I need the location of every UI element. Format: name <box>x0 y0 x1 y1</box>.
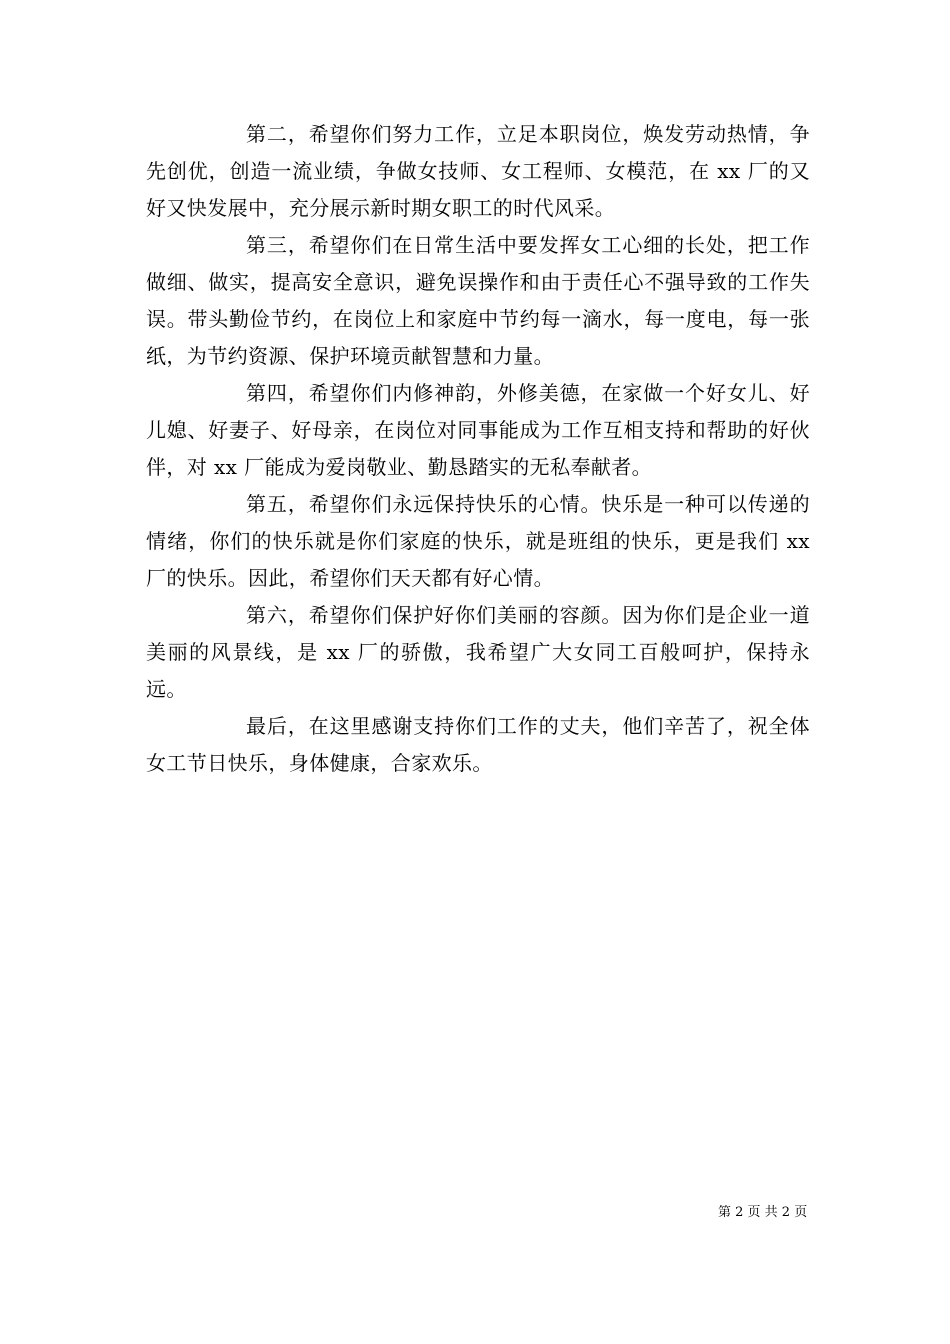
paragraph-fourth: 第四，希望你们内修神韵，外修美德，在家做一个好女儿、好儿媳、好妻子、好母亲，在岗位对同事能成为工作互相支持和帮助的好伙伴，对 xx 厂能成为爱岗敬业、勤恳踏实的无私奉献者。 <box>146 381 810 479</box>
paragraph-third: 第三，希望你们在日常生活中要发挥女工心细的长处，把工作做细、做实，提高安全意识，避免误操作和由于责任心不强导致的工作失误。带头勤俭节约，在岗位上和家庭中节约每一滴水，每一度电，每一张纸，为节约资源、保护环境贡献智慧和力量。 <box>146 233 810 368</box>
paragraph-sixth: 第六，希望你们保护好你们美丽的容颜。因为你们是企业一道美丽的风景线，是 xx 厂的骄傲，我希望广大女同工百般呵护，保持永远。 <box>146 603 810 701</box>
paragraph-fifth: 第五，希望你们永远保持快乐的心情。快乐是一种可以传递的情绪，你们的快乐就是你们家庭的快乐，就是班组的快乐，更是我们 xx 厂的快乐。因此，希望你们天天都有好心情。 <box>146 492 810 590</box>
paragraph-second: 第二，希望你们努力工作，立足本职岗位，焕发劳动热情，争先创优，创造一流业绩，争做女技师、女工程师、女模范，在 xx 厂的又好又快发展中，充分展示新时期女职工的时代风采。 <box>146 122 810 220</box>
page-number-footer: 第 2 页 共 2 页 <box>718 1205 808 1220</box>
document-body <box>146 116 810 782</box>
paragraph-closing: 最后，在这里感谢支持你们工作的丈夫，他们辛苦了，祝全体女工节日快乐，身体健康，合家欢乐。 <box>146 714 810 775</box>
